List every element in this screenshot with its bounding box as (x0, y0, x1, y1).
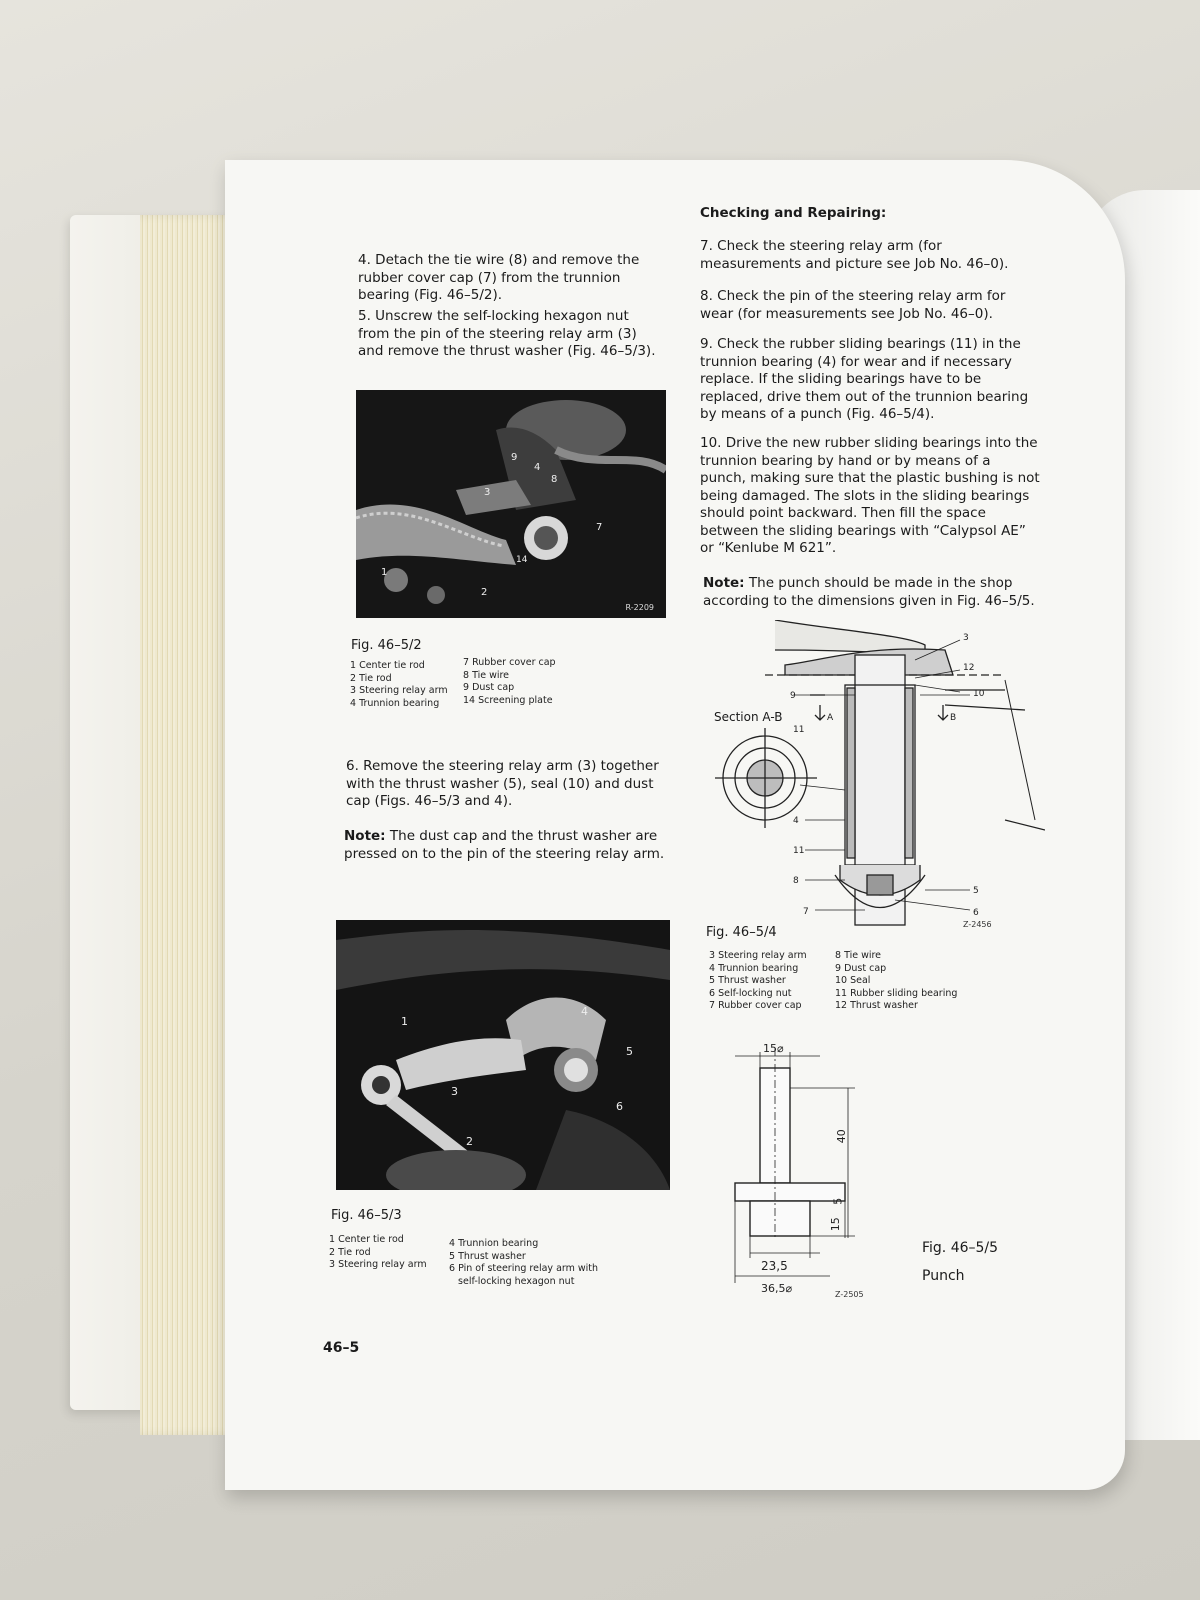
figure-46-5-2-photo (356, 390, 666, 618)
svg-text:6: 6 (973, 908, 979, 918)
fig4-legend-col2 (835, 950, 957, 1013)
svg-text:8: 8 (551, 474, 558, 485)
fig2-photo-art (356, 390, 666, 618)
dim-height-label: 40 (834, 1129, 848, 1144)
note-label: Note: (344, 828, 386, 844)
left-note (344, 828, 668, 863)
legend-item: 12 Thrust washer (835, 1000, 918, 1011)
legend-item: 4 Trunnion bearing (709, 962, 799, 974)
step-9-text: 9. Check the rubber sliding bearings (11) in the trunnion bearing (4) for wear and if necessary replace. If the sliding bearings have to be replaced, drive them out of the trunnion bearing by means of a punch (Fig. 46–5/4). (700, 336, 1029, 422)
fig4-legend-col1 (709, 950, 807, 1013)
legend-item: 8 Tie wire (463, 669, 510, 681)
fig5-reference-code: Z-2505 (835, 1290, 864, 1299)
step-7-text: 7. Check the steering relay arm (for measurements and picture see Job No. 46–0). (700, 238, 1009, 272)
legend-item: 3 Steering relay arm (329, 1259, 427, 1270)
svg-text:7: 7 (596, 522, 603, 533)
legend-item: 7 Rubber cover cap (709, 1000, 802, 1011)
section-a-b-label: Section A-B (714, 710, 783, 724)
svg-text:4: 4 (581, 1005, 588, 1018)
legend-item: 2 Tie rod (350, 672, 392, 684)
dim-top-label: 15⌀ (763, 1042, 784, 1055)
svg-text:5: 5 (973, 886, 979, 896)
figure-46-5-4-drawing (705, 620, 1045, 940)
legend-item: 14 Screening plate (463, 694, 553, 706)
fig5-caption: Fig. 46–5/5 (922, 1240, 999, 1256)
page-number: 46–5 (323, 1340, 360, 1356)
svg-text:B: B (950, 713, 957, 723)
svg-text:1: 1 (401, 1015, 408, 1028)
svg-text:11: 11 (793, 725, 805, 735)
legend-item: 4 Trunnion bearing (449, 1238, 539, 1249)
step-6-text: 6. Remove the steering relay arm (3) together with the thrust washer (5), seal (10) and dust cap (Figs. 46–5/3 and 4). (346, 758, 659, 809)
svg-text:1: 1 (381, 567, 388, 578)
svg-text:9: 9 (790, 691, 796, 701)
legend-item: 4 Trunnion bearing (350, 697, 440, 709)
fig4-reference-code: Z-2456 (963, 920, 992, 929)
fig2-legend-col1 (350, 660, 448, 710)
svg-text:4: 4 (793, 816, 799, 826)
step-5-text: 5. Unscrew the self-locking hexagon nut from the pin of the steering relay arm (3) and remove the thrust washer (Fig. 46–5/3). (358, 308, 656, 359)
legend-item: 8 Tie wire (835, 950, 882, 961)
fig2-caption: Fig. 46–5/2 (351, 638, 422, 653)
fig4-caption: Fig. 46–5/4 (706, 925, 777, 940)
legend-item: 3 Steering relay arm (709, 950, 807, 961)
legend-item: 9 Dust cap (835, 962, 887, 974)
dim-step-label: 5 (831, 1197, 845, 1205)
fig3-legend-col1 (329, 1234, 427, 1272)
legend-item: 1 Center tie rod (350, 660, 425, 671)
legend-item: 11 Rubber sliding bearing (835, 987, 958, 999)
step-4-text: 4. Detach the tie wire (8) and remove the rubber cover cap (7) from the trunnion bearing (Fig. 46–5/2). (358, 252, 640, 303)
svg-text:2: 2 (481, 587, 488, 598)
legend-item: 3 Steering relay arm (350, 685, 448, 696)
step-8-text: 8. Check the pin of the steering relay arm for wear (for measurements see Job No. 46–0). (700, 288, 1006, 322)
svg-text:6: 6 (616, 1100, 623, 1113)
legend-item: 1 Center tie rod (329, 1234, 404, 1245)
step-10-text: 10. Drive the new rubber sliding bearings into the trunnion bearing by hand or by means of a punch, making sure that the plastic bushing is not being damaged. The slots in the sliding bearings should point backward. Then fill the space between the sliding bearings with “Calypsol AE” or “Kenlube M 621”. (700, 435, 1040, 556)
legend-item: 2 Tie rod (329, 1246, 371, 1258)
svg-text:10: 10 (973, 689, 985, 699)
note-text: The dust cap and the thrust washer are pressed on to the pin of the steering relay arm. (344, 828, 665, 862)
section-heading: Checking and Repairing: (700, 205, 887, 221)
svg-text:3: 3 (484, 487, 491, 498)
svg-text:12: 12 (963, 663, 975, 673)
legend-item: 10 Seal (835, 975, 871, 986)
svg-text:8: 8 (793, 876, 799, 886)
figure-46-5-5-punch-drawing (720, 1038, 870, 1298)
right-note (703, 575, 1045, 610)
fig5-title: Punch (922, 1268, 965, 1284)
legend-item: 7 Rubber cover cap (463, 657, 556, 668)
figure-46-5-3-photo (336, 920, 670, 1190)
dim-outer-label: 36,5⌀ (761, 1282, 793, 1295)
svg-text:11: 11 (793, 846, 805, 856)
svg-text:5: 5 (626, 1045, 633, 1058)
svg-text:9: 9 (511, 452, 518, 463)
manual-page (225, 160, 1125, 1490)
legend-item: self-locking hexagon nut (449, 1275, 575, 1287)
legend-item: 6 Pin of steering relay arm with (449, 1263, 599, 1274)
fig3-photo-art (336, 920, 670, 1190)
legend-item: 5 Thrust washer (449, 1250, 526, 1262)
fig3-caption: Fig. 46–5/3 (331, 1208, 402, 1223)
fig2-legend-col2 (463, 657, 556, 707)
svg-text:A: A (827, 713, 834, 723)
dim-base-label: 23,5 (761, 1259, 788, 1273)
svg-text:14: 14 (516, 555, 528, 565)
legend-item: 6 Self-locking nut (709, 987, 792, 999)
legend-item: 5 Thrust washer (709, 975, 786, 986)
note-label: Note: (703, 575, 745, 591)
svg-text:2: 2 (466, 1135, 473, 1148)
fig2-reference-code: R-2209 (625, 603, 654, 612)
svg-text:4: 4 (534, 462, 541, 473)
legend-item: 9 Dust cap (463, 682, 515, 693)
svg-text:7: 7 (803, 907, 809, 917)
fig3-legend-col2 (449, 1238, 598, 1288)
note-text: The punch should be made in the shop according to the dimensions given in Fig. 46–5/5. (703, 575, 1035, 609)
svg-text:3: 3 (451, 1085, 458, 1098)
svg-text:3: 3 (963, 633, 969, 643)
dim-flange-label: 15 (828, 1217, 842, 1232)
